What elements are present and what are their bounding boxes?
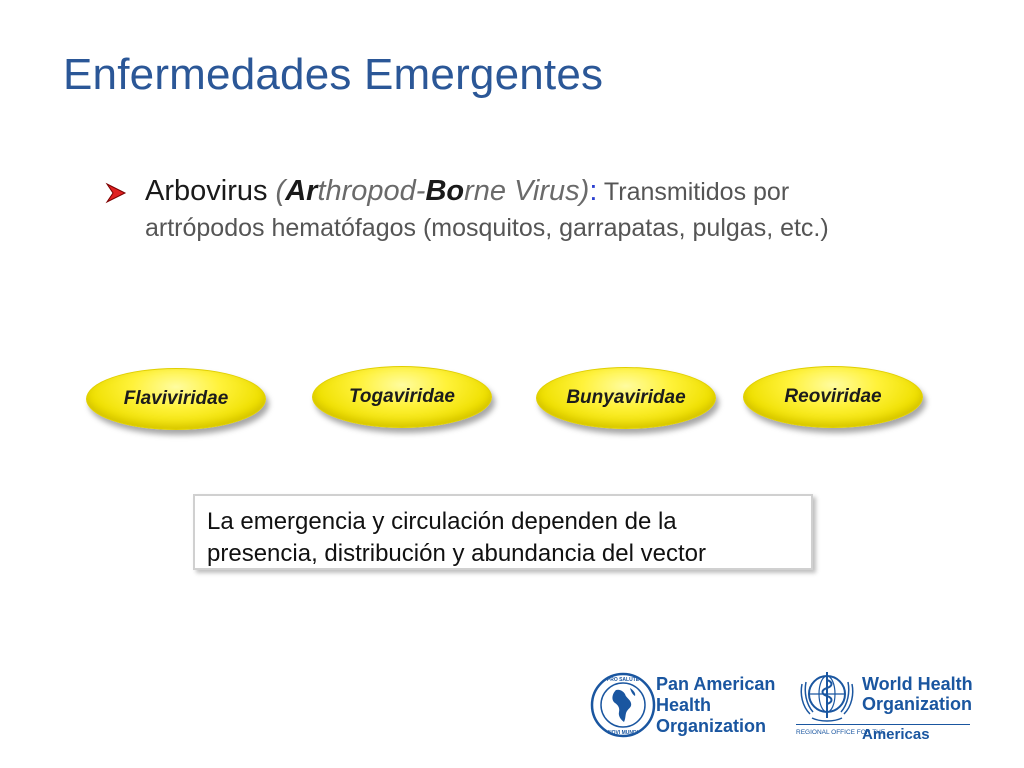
bullet-desc-part1: Transmitidos por xyxy=(597,178,790,206)
who-wordmark xyxy=(862,674,974,714)
bullet-desc-part2: artrópodos hematófagos (mosquitos, garrapatas, pulgas, etc.) xyxy=(145,214,829,242)
svg-text:NOVI MUNDI: NOVI MUNDI xyxy=(608,730,638,736)
paho-line-3: Organization xyxy=(656,716,767,736)
who-line-1: World Health xyxy=(862,674,973,694)
paho-logo xyxy=(590,672,776,744)
bullet-colon: : xyxy=(589,175,598,207)
paho-wordmark xyxy=(656,674,781,737)
family-pill-bunyaviridae xyxy=(536,367,716,429)
family-label: Reoviridae xyxy=(784,386,882,407)
arrow-bullet-icon xyxy=(105,182,127,204)
family-pill-flaviviridae xyxy=(86,368,266,430)
bullet-close-paren: ) xyxy=(579,175,590,207)
bullet-term: Arbovirus xyxy=(145,175,268,207)
bullet-rne-virus: rne Virus xyxy=(464,175,580,207)
who-regional-label: REGIONAL OFFICE FOR THE xyxy=(796,729,886,736)
svg-text:PRO SALUTE: PRO SALUTE xyxy=(606,677,640,683)
callout-line-1: La emergencia y circulación dependen de la xyxy=(207,508,677,535)
family-label: Togaviridae xyxy=(349,386,455,407)
paho-globe-icon xyxy=(590,672,656,738)
family-label: Flaviviridae xyxy=(123,388,229,409)
bullet-thropod: thropod- xyxy=(317,175,426,207)
callout-box xyxy=(193,494,813,570)
slide-title: Enfermedades Emergentes xyxy=(63,50,604,99)
paho-line-2: Health xyxy=(656,695,712,715)
family-pill-togaviridae xyxy=(312,366,492,428)
callout-line-2: presencia, distribución y abundancia del vector xyxy=(207,540,706,567)
family-label: Bunyaviridae xyxy=(566,387,686,408)
who-emblem-icon xyxy=(796,668,858,726)
bullet-text xyxy=(145,176,965,243)
who-divider xyxy=(796,724,970,725)
bullet-ar-bold: Ar xyxy=(285,175,318,207)
who-line-2: Organization xyxy=(862,694,973,714)
paho-line-1: Pan American xyxy=(656,674,776,694)
bullet-open-paren: ( xyxy=(267,175,286,207)
who-region-label: Americas xyxy=(862,726,930,743)
who-logo xyxy=(796,668,974,742)
bullet-bo-bold: Bo xyxy=(425,175,465,207)
family-pill-reoviridae xyxy=(743,366,923,428)
